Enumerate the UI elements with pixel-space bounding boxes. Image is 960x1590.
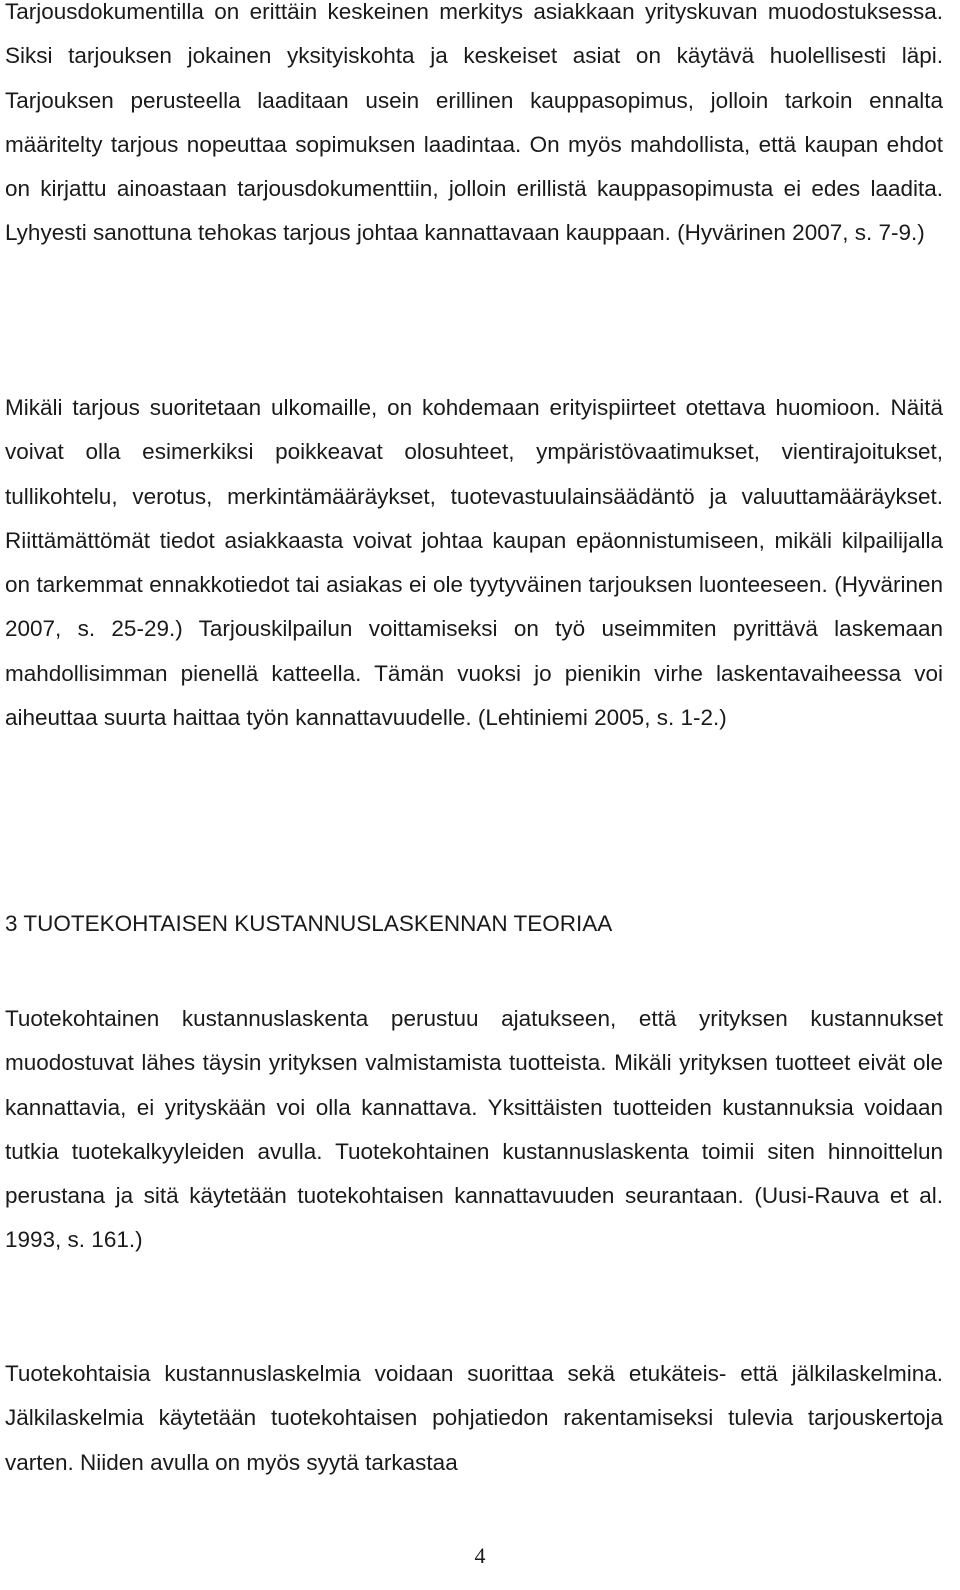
body-paragraph-foreign-offers: Mikäli tarjous suoritetaan ulkomaille, on kohdemaan erityispiirteet otettava huomioon. Näitä voivat olla esimerkiksi poikkeavat olosuhteet, ympäristövaatimukset, vientirajoitukset, tullikohtelu, verotus, merkintämääräykset, tuotevastuulainsäädäntö ja valuuttamääräykset. Riittämättömät tiedot asiakkaasta voivat johtaa kaupan epäonnistumiseen, mikäli kilpailijalla on tarkemmat ennakkotiedot tai asiakas ei ole tyytyväinen tarjouksen luonteeseen. (Hyvärinen 2007, s. 25-29.) Tarjouskilpailun voittamiseksi on työ useimmiten pyrittävä laskemaan mahdollisimman pienellä katteella. Tämän vuoksi jo pienikin virhe laskentavaiheessa voi aiheuttaa suurta haittaa työn kannattavuudelle. (Lehtiniemi 2005, s. 1-2.) xyxy=(5,395,943,731)
page-number: 4 xyxy=(474,1543,486,1568)
body-paragraph-product-costing: Tuotekohtainen kustannuslaskenta perustuu ajatukseen, että yrityksen kustannukset muodostuvat lähes täysin yrityksen valmistamista tuotteista. Mikäli yrityksen tuotteet eivät ole kannattavia, ei yrityskään voi olla kannattava. Yksittäisten tuotteiden kustannuksia voidaan tutkia tuotekalkyyleiden avulla. Tuotekohtainen kustannuslaskenta toimii siten hinnoittelun perustana ja sitä käytetään tuotekohtaisen kannattavuuden seurantaan. (Uusi-Rauva et al. 1993, s. 161.) xyxy=(5,1006,943,1253)
body-paragraph-cost-calculations: Tuotekohtaisia kustannuslaskelmia voidaan suorittaa sekä etukäteis- että jälkilaskelmina. Jälkilaskelmia käytetään tuotekohtaisen pohjatiedon rakentamiseksi tulevia tarjouskertoja varten. Niiden avulla on myös syytä tarkastaa xyxy=(5,1361,943,1475)
section-heading: 3 TUOTEKOHTAISEN KUSTANNUSLASKENNAN TEORIAA xyxy=(5,911,613,936)
body-paragraph-offer-document: Tarjousdokumentilla on erittäin keskeinen merkitys asiakkaan yrityskuvan muodostuksessa. Siksi tarjouksen jokainen yksityiskohta ja keskeiset asiat on käytävä huolellisesti läpi. Tarjouksen perusteella laaditaan usein erillinen kauppasopimus, jolloin tarkoin ennalta määritelty tarjous nopeuttaa sopimuksen laadintaa. On myös mahdollista, että kaupan ehdot on kirjattu ainoastaan tarjousdokumenttiin, jolloin erillistä kauppasopimusta ei edes laadita. Lyhyesti sanottuna tehokas tarjous johtaa kannattavaan kauppaan. (Hyvärinen 2007, s. 7-9.) xyxy=(5,0,943,246)
